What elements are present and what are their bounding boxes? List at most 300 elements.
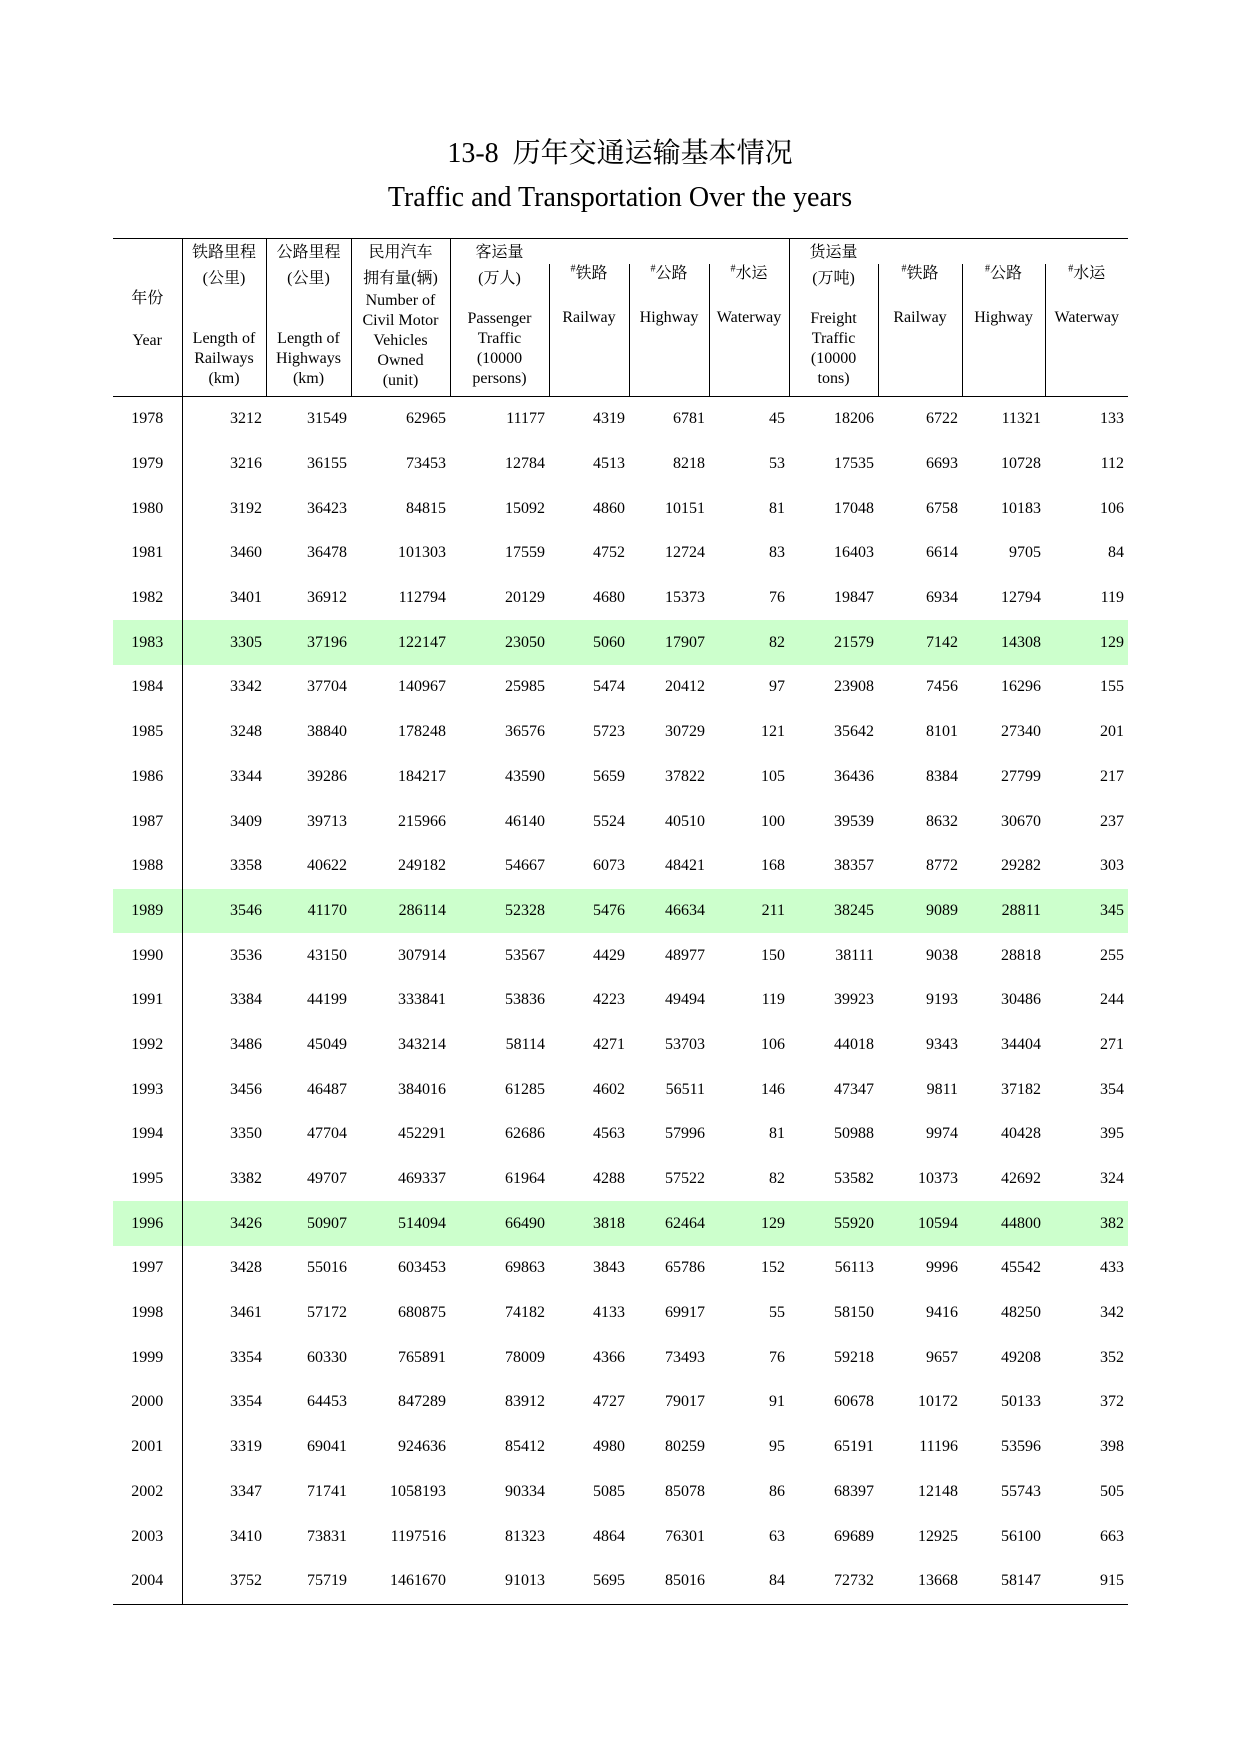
table-row: [113, 933, 1128, 978]
cell-p-hwy: 49494: [665, 991, 705, 1009]
header-freight-en-2: Traffic: [811, 330, 856, 347]
cell-f-rail: 6934: [926, 589, 959, 607]
header-vehicles-en-3: Vehicles: [373, 332, 428, 349]
cell-p-rail: 5524: [593, 812, 625, 830]
cell-hwy-km: 47704: [307, 1125, 347, 1143]
cell-f-hwy: 29282: [1001, 857, 1042, 875]
cell-p-water: 211: [709, 889, 789, 934]
cell-p-hwy: 57522: [665, 1170, 705, 1188]
cell-p-rail: 4513: [593, 455, 625, 473]
cell-vehicles: 62965: [406, 410, 446, 428]
cell-f-rail: 7456: [926, 678, 959, 696]
cell-hwy-km: 39713: [307, 812, 347, 830]
cell-vehicles: 680875: [398, 1304, 446, 1322]
cell-p-hwy: 76301: [665, 1527, 705, 1545]
cell-freight: 47347: [834, 1080, 875, 1098]
cell-rail-km: 3428: [182, 1246, 266, 1291]
cell-p-hwy: 12724: [665, 544, 705, 562]
header-passenger-en-4: persons): [472, 370, 527, 387]
cell-f-rail: 9811: [926, 1080, 959, 1098]
cell-passenger: 85412: [505, 1438, 545, 1456]
cell-vehicles: 514094: [351, 1201, 450, 1246]
cell-year: 1987: [131, 812, 164, 830]
cell-f-water: 271: [1100, 1035, 1125, 1053]
cell-f-hwy: 34404: [1001, 1035, 1042, 1053]
cell-p-rail: 5476: [549, 889, 629, 934]
cell-vehicles: 603453: [398, 1259, 446, 1277]
cell-vehicles: 1197516: [390, 1527, 446, 1545]
table-row: [113, 531, 1128, 576]
cell-p-rail: 4864: [593, 1527, 625, 1545]
cell-vehicles: 101303: [398, 544, 446, 562]
cell-rail-km: 3354: [182, 1335, 266, 1380]
cell-f-rail: 8384: [926, 767, 959, 785]
cell-f-hwy: 49208: [1001, 1348, 1042, 1366]
cell-freight: 21579: [789, 620, 878, 665]
cell-p-hwy: 48421: [665, 857, 705, 875]
cell-p-hwy: 40510: [665, 812, 705, 830]
cell-rail-km: 3384: [182, 978, 266, 1023]
cell-f-rail: 9657: [926, 1348, 959, 1366]
cell-p-hwy: 48977: [665, 946, 705, 964]
cell-f-rail: 10594: [878, 1201, 962, 1246]
cell-p-rail: 5060: [549, 620, 629, 665]
cell-p-hwy: 20412: [665, 678, 705, 696]
cell-p-rail: 5085: [593, 1482, 625, 1500]
cell-passenger: 11177: [506, 410, 545, 428]
cell-p-hwy: 69917: [665, 1304, 705, 1322]
traffic-table-container: [113, 238, 1128, 1605]
cell-passenger: 66490: [450, 1201, 549, 1246]
cell-freight: 18206: [834, 410, 875, 428]
cell-year: 1994: [131, 1125, 164, 1143]
cell-freight: 56113: [834, 1259, 875, 1277]
cell-p-water: 53: [769, 455, 786, 473]
cell-f-rail: 9193: [926, 991, 959, 1009]
cell-year: 2004: [113, 1559, 182, 1604]
cell-year: 1979: [131, 455, 164, 473]
cell-p-hwy: 56511: [665, 1080, 705, 1098]
cell-vehicles: 452291: [398, 1125, 446, 1143]
cell-p-hwy: 15373: [665, 589, 705, 607]
subitem-mark: #: [1068, 263, 1074, 275]
cell-vehicles: 333841: [398, 991, 446, 1009]
header-highway-length-en-1: Length of: [277, 330, 340, 347]
cell-year: 1983: [113, 620, 182, 665]
cell-freight: 23908: [834, 678, 875, 696]
cell-p-water: 119: [761, 991, 786, 1009]
cell-rail-km: 3192: [182, 486, 266, 531]
cell-f-water: 352: [1100, 1348, 1125, 1366]
cell-passenger: 20129: [505, 589, 545, 607]
cell-f-water: 372: [1100, 1393, 1125, 1411]
cell-passenger: 53567: [505, 946, 545, 964]
cell-rail-km: 3347: [182, 1470, 266, 1515]
cell-vehicles: 469337: [398, 1170, 446, 1188]
cell-rail-km: 3752: [182, 1559, 266, 1604]
cell-passenger: 46140: [505, 812, 545, 830]
header-passenger-highway-cn: 公路: [655, 265, 688, 282]
cell-freight: 58150: [834, 1304, 875, 1322]
header-passenger-railway: [549, 264, 629, 396]
cell-freight: 65191: [834, 1438, 875, 1456]
header-freight-waterway-en: Waterway: [1054, 309, 1119, 326]
cell-p-water: 100: [761, 812, 786, 830]
cell-rail-km: 3212: [182, 397, 266, 442]
cell-hwy-km: 36478: [307, 544, 347, 562]
cell-freight: 17535: [834, 455, 875, 473]
cell-f-hwy: 56100: [1001, 1527, 1042, 1545]
cell-p-rail: 4602: [593, 1080, 625, 1098]
cell-hwy-km: 36155: [307, 455, 347, 473]
table-row: [113, 1023, 1128, 1068]
cell-f-water: 395: [1100, 1125, 1125, 1143]
cell-passenger: 54667: [505, 857, 545, 875]
cell-p-water: 150: [761, 946, 786, 964]
cell-p-hwy: 85016: [629, 1559, 709, 1604]
cell-rail-km: 3426: [182, 1201, 266, 1246]
cell-p-rail: 4319: [593, 410, 625, 428]
cell-f-hwy: 37182: [1001, 1080, 1042, 1098]
table-row: [113, 1470, 1128, 1515]
cell-p-hwy: 30729: [665, 723, 705, 741]
cell-year: 1984: [131, 678, 164, 696]
cell-freight: 39539: [834, 812, 875, 830]
cell-rail-km: 3216: [182, 442, 266, 487]
table-row: [113, 665, 1128, 710]
cell-vehicles: 924636: [398, 1438, 446, 1456]
cell-f-water: 345: [1045, 889, 1128, 934]
cell-f-hwy: 12794: [1001, 589, 1042, 607]
cell-p-water: 129: [709, 1201, 789, 1246]
header-vehicles: [351, 239, 450, 397]
cell-passenger: 53836: [505, 991, 545, 1009]
cell-hwy-km: 71741: [307, 1482, 347, 1500]
page-title-english: Traffic and Transportation Over the years: [387, 182, 853, 213]
header-freight-en-4: tons): [817, 370, 850, 387]
cell-f-rail: 9343: [926, 1035, 959, 1053]
cell-vehicles: 1461670: [351, 1559, 450, 1604]
cell-p-water: 95: [769, 1438, 786, 1456]
header-passenger-unit: (万人): [478, 270, 521, 287]
cell-p-rail: 3843: [593, 1259, 625, 1277]
cell-hwy-km: 60330: [307, 1348, 347, 1366]
cell-p-hwy: 37822: [665, 767, 705, 785]
cell-p-water: 105: [761, 767, 786, 785]
header-freight-highway: [962, 264, 1045, 396]
cell-p-water: 55: [769, 1304, 786, 1322]
cell-p-water: 81: [769, 1125, 786, 1143]
cell-rail-km: 3350: [182, 1112, 266, 1157]
cell-passenger: 83912: [505, 1393, 545, 1411]
traffic-table: [113, 238, 1128, 1605]
cell-p-water: 106: [761, 1035, 786, 1053]
cell-p-water: 168: [761, 857, 786, 875]
cell-rail-km: 3486: [182, 1023, 266, 1068]
cell-vehicles: 384016: [398, 1080, 446, 1098]
cell-f-water: 155: [1100, 678, 1125, 696]
table-header: [113, 239, 1128, 397]
table-row: [113, 1291, 1128, 1336]
cell-freight: 44018: [834, 1035, 875, 1053]
cell-year: 1982: [131, 589, 164, 607]
cell-f-water: 324: [1100, 1170, 1125, 1188]
cell-rail-km: 3536: [182, 933, 266, 978]
cell-passenger: 61285: [505, 1080, 545, 1098]
cell-hwy-km: 44199: [307, 991, 347, 1009]
cell-hwy-km: 50907: [266, 1201, 351, 1246]
header-railway-length-unit: (公里): [202, 270, 246, 287]
cell-rail-km: 3305: [182, 620, 266, 665]
cell-f-water: 112: [1100, 455, 1125, 473]
cell-f-hwy: 48250: [1001, 1304, 1042, 1322]
cell-f-rail: 9996: [926, 1259, 959, 1277]
cell-p-hwy: 79017: [665, 1393, 705, 1411]
cell-f-water: 237: [1100, 812, 1125, 830]
cell-passenger: 58114: [505, 1035, 545, 1053]
cell-freight: 39923: [834, 991, 875, 1009]
header-freight-waterway: [1045, 264, 1128, 396]
cell-p-hwy: 65786: [665, 1259, 705, 1277]
cell-f-hwy: 50133: [1001, 1393, 1042, 1411]
header-passenger-en-3: (10000: [476, 350, 523, 367]
cell-p-rail: 4860: [593, 499, 625, 517]
cell-f-hwy: 55743: [1001, 1482, 1042, 1500]
cell-rail-km: 3456: [182, 1067, 266, 1112]
cell-f-rail: 8632: [926, 812, 959, 830]
cell-f-hwy: 42692: [1001, 1170, 1042, 1188]
cell-hwy-km: 55016: [307, 1259, 347, 1277]
cell-rail-km: 3382: [182, 1157, 266, 1202]
header-railway-length-en-1: Length of: [192, 330, 256, 347]
cell-vehicles: 215966: [398, 812, 446, 830]
cell-freight: 38245: [789, 889, 878, 934]
cell-year: 2003: [131, 1527, 164, 1545]
cell-vehicles: 765891: [398, 1348, 446, 1366]
table-row: [113, 710, 1128, 755]
cell-f-hwy: 40428: [1001, 1125, 1042, 1143]
header-railway-length-cn: 铁路里程: [191, 244, 256, 261]
cell-rail-km: 3401: [182, 576, 266, 621]
cell-passenger: 91013: [450, 1559, 549, 1604]
table-row: [113, 1425, 1128, 1470]
cell-year: 2002: [131, 1482, 164, 1500]
table-row: [113, 978, 1128, 1023]
cell-freight: 38357: [834, 857, 875, 875]
cell-p-water: 86: [769, 1482, 786, 1500]
cell-passenger: 43590: [505, 767, 545, 785]
cell-year: 1996: [113, 1201, 182, 1246]
cell-vehicles: 847289: [398, 1393, 446, 1411]
cell-passenger: 81323: [505, 1527, 545, 1545]
cell-f-rail: 10373: [918, 1170, 959, 1188]
cell-f-hwy: 16296: [1001, 678, 1042, 696]
header-freight: [789, 239, 878, 397]
cell-f-water: 505: [1100, 1482, 1125, 1500]
header-highway-length-unit: (公里): [287, 270, 330, 287]
header-highway-length-en-2: Highways: [276, 350, 341, 367]
cell-passenger: 17559: [505, 544, 545, 562]
cell-rail-km: 3461: [182, 1291, 266, 1336]
cell-p-water: 82: [709, 620, 789, 665]
cell-p-hwy: 53703: [665, 1035, 705, 1053]
cell-year: 1989: [113, 889, 182, 934]
cell-p-hwy: 6781: [673, 410, 705, 428]
cell-hwy-km: 49707: [307, 1170, 347, 1188]
header-freight-cn: 货运量: [809, 244, 858, 261]
table-row: [113, 844, 1128, 889]
cell-hwy-km: 39286: [307, 767, 347, 785]
table-row: [113, 755, 1128, 800]
header-passenger-waterway-en: Waterway: [716, 309, 782, 326]
cell-f-hwy: 53596: [1001, 1438, 1042, 1456]
cell-f-hwy: 30670: [1001, 812, 1042, 830]
table-row: [113, 1157, 1128, 1202]
cell-p-water: 84: [709, 1559, 789, 1604]
header-passenger: [450, 239, 549, 397]
cell-rail-km: 3410: [182, 1514, 266, 1559]
cell-f-rail: 6614: [926, 544, 959, 562]
title-chinese-text: 历年交通运输基本情况: [512, 138, 793, 169]
cell-p-hwy: 80259: [665, 1438, 705, 1456]
header-vehicles-en-5: (unit): [382, 372, 419, 389]
cell-f-rail: 13668: [878, 1559, 962, 1604]
header-freight-sub-spacer: [878, 239, 1128, 265]
cell-p-water: 121: [761, 723, 786, 741]
header-freight-railway: [878, 264, 962, 396]
cell-year: 1991: [131, 991, 164, 1009]
table-row: [113, 620, 1128, 665]
cell-p-rail: 4271: [593, 1035, 625, 1053]
cell-freight: 69689: [834, 1527, 875, 1545]
cell-p-water: 152: [761, 1259, 786, 1277]
cell-p-water: 82: [769, 1170, 786, 1188]
cell-p-water: 76: [769, 1348, 786, 1366]
cell-p-rail: 4288: [593, 1170, 625, 1188]
cell-year: 1992: [131, 1035, 164, 1053]
table-row: [113, 1067, 1128, 1112]
cell-freight: 17048: [834, 499, 875, 517]
cell-vehicles: 343214: [398, 1035, 446, 1053]
subitem-mark: #: [730, 263, 736, 275]
header-year-en: Year: [132, 332, 162, 349]
cell-freight: 16403: [834, 544, 875, 562]
cell-passenger: 69863: [505, 1259, 545, 1277]
cell-freight: 36436: [834, 767, 875, 785]
cell-f-water: 342: [1100, 1304, 1125, 1322]
cell-f-hwy: 14308: [962, 620, 1045, 665]
cell-f-rail: 12148: [918, 1482, 959, 1500]
table-row: [113, 1112, 1128, 1157]
table-row: [113, 1559, 1128, 1604]
cell-p-hwy: 10151: [665, 499, 705, 517]
cell-year: 1990: [131, 946, 164, 964]
header-freight-waterway-cn: 水运: [1073, 265, 1106, 282]
cell-p-rail: 4223: [593, 991, 625, 1009]
cell-freight: 60678: [834, 1393, 875, 1411]
cell-p-hwy: 62464: [629, 1201, 709, 1246]
header-year: [113, 239, 182, 397]
cell-f-water: 303: [1100, 857, 1125, 875]
cell-p-water: 81: [769, 499, 786, 517]
cell-p-hwy: 17907: [629, 620, 709, 665]
subitem-mark: #: [901, 263, 907, 275]
cell-year: 1988: [131, 857, 164, 875]
header-vehicles-unit: 拥有量(辆): [363, 270, 438, 287]
cell-passenger: 25985: [505, 678, 545, 696]
subitem-mark: #: [650, 263, 656, 275]
cell-f-rail: 9038: [926, 946, 959, 964]
header-highway-length: [266, 239, 351, 397]
table-row: [113, 1246, 1128, 1291]
cell-year: 1978: [131, 410, 164, 428]
cell-passenger: 12784: [505, 455, 545, 473]
cell-p-rail: 4752: [593, 544, 625, 562]
cell-rail-km: 3319: [182, 1425, 266, 1470]
cell-vehicles: 249182: [398, 857, 446, 875]
cell-hwy-km: 40622: [307, 857, 347, 875]
cell-hwy-km: 37196: [266, 620, 351, 665]
cell-p-water: 97: [769, 678, 786, 696]
cell-vehicles: 122147: [351, 620, 450, 665]
cell-p-rail: 4133: [593, 1304, 625, 1322]
cell-p-rail: 5695: [549, 1559, 629, 1604]
cell-rail-km: 3248: [182, 710, 266, 755]
cell-p-rail: 3818: [549, 1201, 629, 1246]
cell-hwy-km: 36912: [307, 589, 347, 607]
cell-freight: 38111: [835, 946, 875, 964]
header-freight-en-3: (10000: [810, 350, 857, 367]
subitem-mark: #: [570, 263, 576, 275]
cell-freight: 59218: [834, 1348, 875, 1366]
cell-f-hwy: 30486: [1001, 991, 1042, 1009]
cell-freight: 53582: [834, 1170, 875, 1188]
cell-p-rail: 4563: [593, 1125, 625, 1143]
cell-f-rail: 6758: [926, 499, 959, 517]
cell-year: 1986: [131, 767, 164, 785]
header-passenger-sub-spacer: [549, 239, 789, 265]
cell-vehicles: 307914: [398, 946, 446, 964]
cell-year: 1980: [131, 499, 164, 517]
cell-f-rail: 8101: [926, 723, 959, 741]
cell-rail-km: 3342: [182, 665, 266, 710]
cell-year: 2001: [131, 1438, 164, 1456]
header-freight-highway-en: Highway: [974, 309, 1033, 326]
cell-passenger: 61964: [505, 1170, 545, 1188]
header-railway-length: [182, 239, 266, 397]
cell-f-water: 255: [1100, 946, 1125, 964]
cell-rail-km: 3354: [182, 1380, 266, 1425]
cell-f-water: 84: [1108, 544, 1125, 562]
header-passenger-en-2: Traffic: [477, 330, 522, 347]
cell-f-rail: 6722: [926, 410, 959, 428]
cell-hwy-km: 45049: [307, 1035, 347, 1053]
cell-rail-km: 3344: [182, 755, 266, 800]
table-body: [113, 397, 1128, 1605]
cell-year: 1997: [131, 1259, 164, 1277]
cell-p-water: 83: [769, 544, 786, 562]
cell-hwy-km: 38840: [307, 723, 347, 741]
cell-p-rail: 5474: [593, 678, 625, 696]
cell-p-hwy: 85078: [665, 1482, 705, 1500]
table-row: [113, 576, 1128, 621]
cell-year: 2000: [131, 1393, 164, 1411]
cell-hwy-km: 43150: [307, 946, 347, 964]
cell-vehicles: 1058193: [390, 1482, 446, 1500]
cell-f-water: 119: [1100, 589, 1125, 607]
cell-f-rail: 10172: [918, 1393, 959, 1411]
header-passenger-waterway: [709, 264, 789, 396]
